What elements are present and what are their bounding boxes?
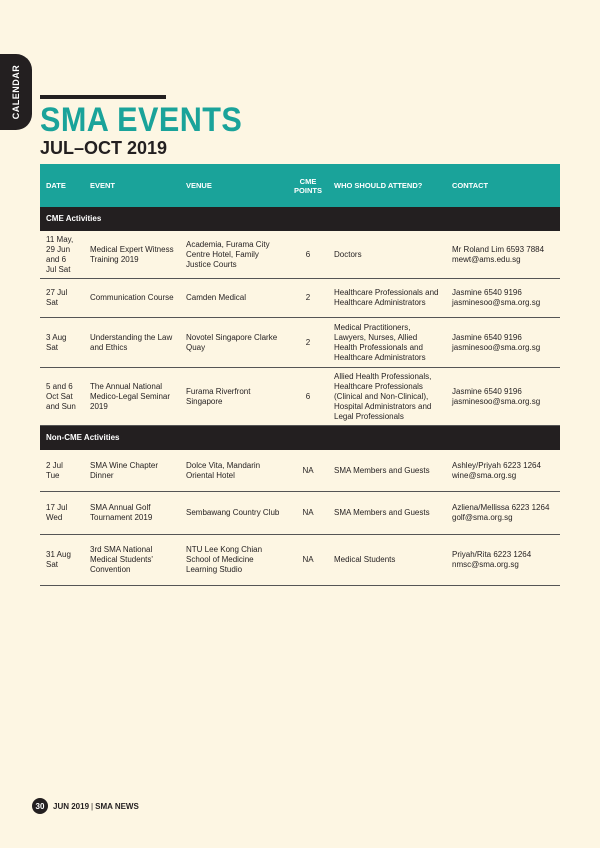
cell-cme-points: 6: [288, 231, 328, 279]
cell-event: 3rd SMA National Medical Students' Convention: [84, 535, 180, 586]
page-subtitle: JUL–OCT 2019: [40, 138, 168, 158]
page-footer: [32, 798, 139, 814]
cell-contact: Jasmine 6540 9196 jasminesoo@sma.org.sg: [446, 279, 560, 318]
cell-event: Understanding the Law and Ethics: [84, 318, 180, 368]
section-row-cme: [40, 207, 560, 231]
calendar-side-tab: [0, 54, 32, 130]
cell-venue: Sembawang Country Club: [180, 492, 288, 535]
cell-attendees: Medical Students: [328, 535, 446, 586]
header-event: EVENT: [84, 164, 180, 207]
header-cme-points: CME POINTS: [288, 164, 328, 207]
table-row: [40, 279, 560, 318]
cell-date: 11 May, 29 Jun and 6 Jul Sat: [40, 231, 84, 279]
table-header-row: [40, 164, 560, 207]
table-row: [40, 535, 560, 586]
cell-cme-points: NA: [288, 535, 328, 586]
cell-venue: Furama Riverfront Singapore: [180, 368, 288, 426]
header-venue: VENUE: [180, 164, 288, 207]
cell-event: SMA Wine Chapter Dinner: [84, 450, 180, 492]
page-title: SMA EVENTS: [40, 101, 243, 139]
table-row: [40, 492, 560, 535]
cell-event: Communication Course: [84, 279, 180, 318]
cell-date: 3 Aug Sat: [40, 318, 84, 368]
cell-attendees: Medical Practitioners, Lawyers, Nurses, Allied Health Professionals and Healthcare Administrators: [328, 318, 446, 368]
cell-cme-points: NA: [288, 492, 328, 535]
cell-attendees: Doctors: [328, 231, 446, 279]
cell-attendees: SMA Members and Guests: [328, 492, 446, 535]
issue-date: JUN 2019: [53, 801, 90, 811]
cell-attendees: Healthcare Professionals and Healthcare Administrators: [328, 279, 446, 318]
cell-contact: Ashley/Priyah 6223 1264 wine@sma.org.sg: [446, 450, 560, 492]
header-contact: CONTACT: [446, 164, 560, 207]
cell-contact: Jasmine 6540 9196 jasminesoo@sma.org.sg: [446, 318, 560, 368]
cell-date: 5 and 6 Oct Sat and Sun: [40, 368, 84, 426]
cell-venue: NTU Lee Kong Chian School of Medicine Learning Studio: [180, 535, 288, 586]
cell-event: The Annual National Medico-Legal Seminar 2019: [84, 368, 180, 426]
section-label: Non-CME Activities: [40, 426, 560, 451]
title-accent-bar: [40, 95, 166, 99]
section-row-non-cme: [40, 426, 560, 451]
page-number: 30: [32, 798, 48, 814]
cell-contact: Priyah/Rita 6223 1264 nmsc@sma.org.sg: [446, 535, 560, 586]
cell-cme-points: 2: [288, 279, 328, 318]
cell-date: 2 Jul Tue: [40, 450, 84, 492]
publication-name: SMA NEWS: [95, 801, 139, 811]
cell-event: SMA Annual Golf Tournament 2019: [84, 492, 180, 535]
cell-contact: Mr Roland Lim 6593 7884 mewt@ams.edu.sg: [446, 231, 560, 279]
events-table: [40, 164, 560, 586]
cell-venue: Novotel Singapore Clarke Quay: [180, 318, 288, 368]
cell-contact: Jasmine 6540 9196 jasminesoo@sma.org.sg: [446, 368, 560, 426]
cell-attendees: SMA Members and Guests: [328, 450, 446, 492]
cell-date: 27 Jul Sat: [40, 279, 84, 318]
header-who-should-attend: WHO SHOULD ATTEND?: [328, 164, 446, 207]
header-date: DATE: [40, 164, 84, 207]
table-row: [40, 368, 560, 426]
cell-venue: Academia, Furama City Centre Hotel, Family Justice Courts: [180, 231, 288, 279]
cell-date: 17 Jul Wed: [40, 492, 84, 535]
cell-attendees: Allied Health Professionals, Healthcare Professionals (Clinical and Non-Clinical), Hospital Administrators and Legal Professionals: [328, 368, 446, 426]
table-row: [40, 318, 560, 368]
side-tab-label: CALENDAR: [11, 64, 21, 120]
cell-contact: Azliena/Mellissa 6223 1264 golf@sma.org.sg: [446, 492, 560, 535]
cell-event: Medical Expert Witness Training 2019: [84, 231, 180, 279]
cell-cme-points: 2: [288, 318, 328, 368]
footer-separator: |: [91, 801, 94, 811]
cell-cme-points: 6: [288, 368, 328, 426]
cell-cme-points: NA: [288, 450, 328, 492]
cell-date: 31 Aug Sat: [40, 535, 84, 586]
cell-venue: Dolce Vita, Mandarin Oriental Hotel: [180, 450, 288, 492]
table-row: [40, 450, 560, 492]
table-row: [40, 231, 560, 279]
section-label: CME Activities: [40, 207, 560, 231]
cell-venue: Camden Medical: [180, 279, 288, 318]
